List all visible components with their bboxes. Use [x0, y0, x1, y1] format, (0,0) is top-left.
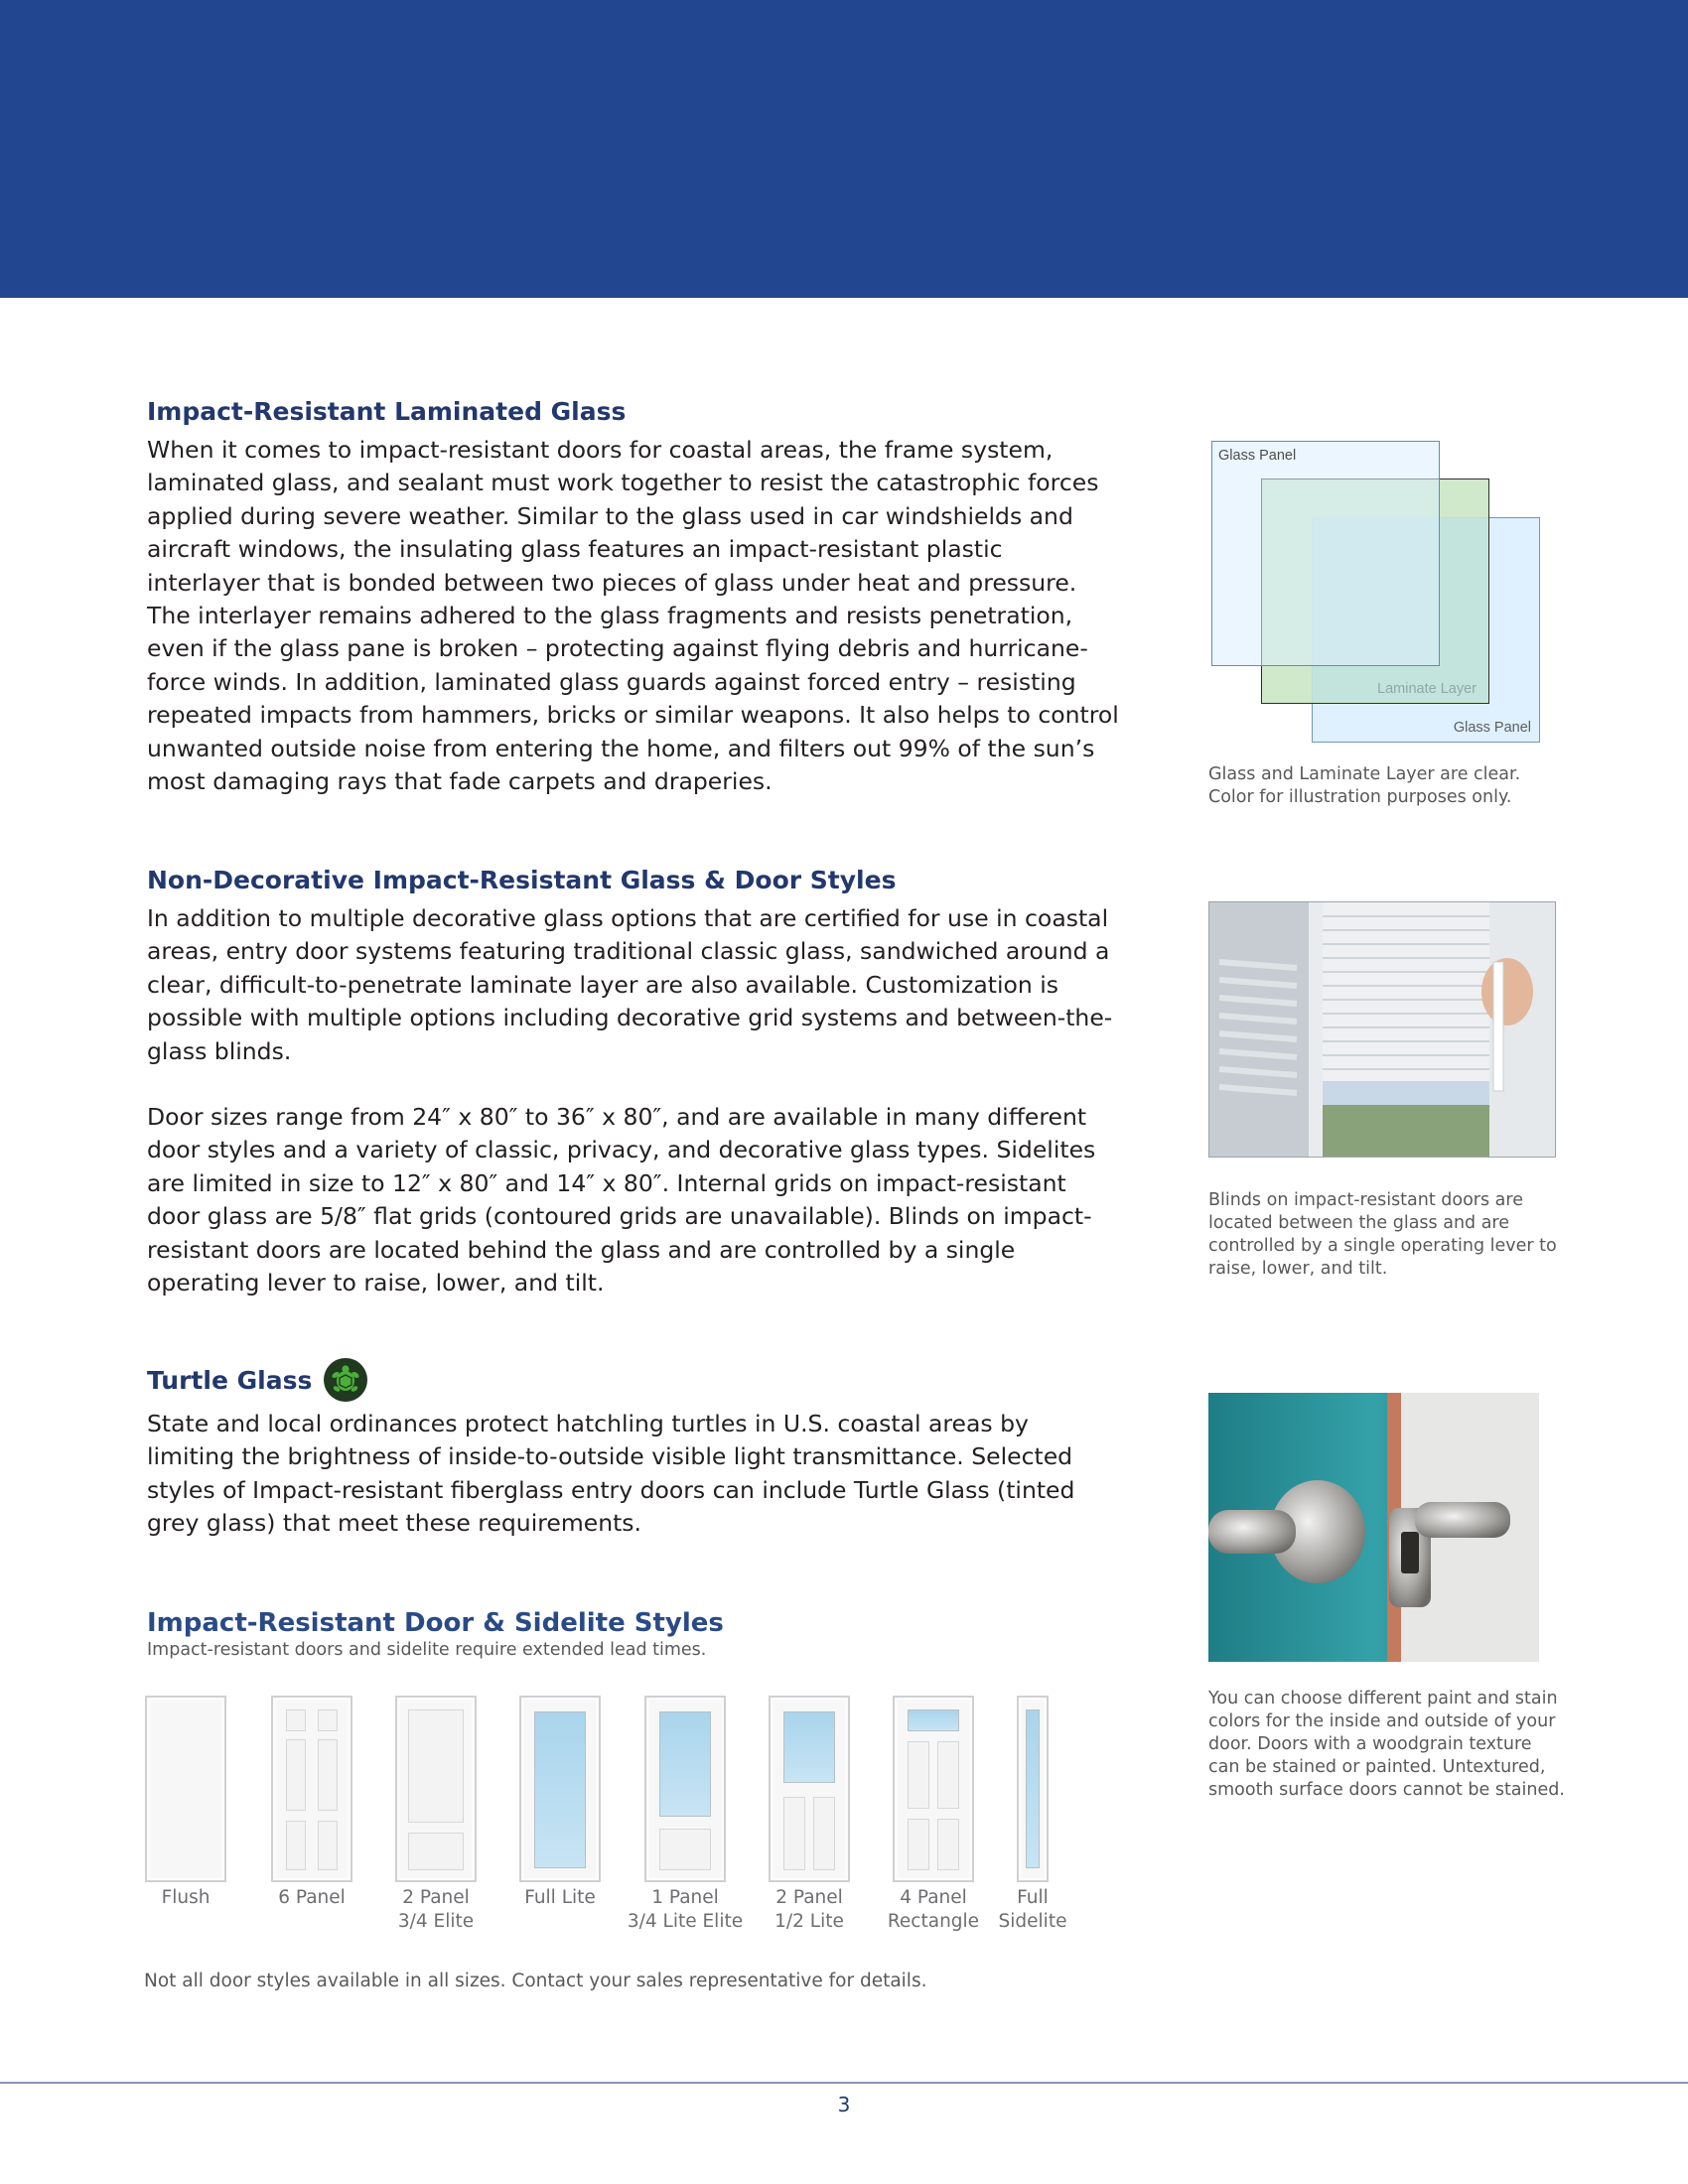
door-style-6-panel	[271, 1696, 352, 1908]
section-body: State and local ordinances protect hatchling turtles in U.S. coastal areas by limiting the brightness of inside-to-outside visible light transmittance. Selected styles of Impact-resistant fiberglass entry doors can include Turtle Glass (tinted grey glass) that meet these requirements.	[147, 1410, 1075, 1538]
door-label: Flush	[161, 1887, 211, 1908]
door-label: 2 Panel 1/2 Lite	[774, 1887, 844, 1932]
section-body-2: Door sizes range from 24″ x 80″ to 36″ x 80″, and are available in many different door styles and a variety of classic, privacy, and decorative glass types. Sidelites are limited in size to 12″ x 80″ and 14″ x 80″. Internal grids on impact-resistant door glass are 5/8″ flat grids (contoured grids are unavailable). Blinds on impact-resistant doors are located behind the glass and are controlled by a single operating lever to raise, lower, and tilt.	[147, 1103, 1096, 1297]
glass-panel-back: Glass Panel	[1312, 517, 1540, 743]
door-illustration	[893, 1696, 974, 1882]
door-style-flush	[145, 1696, 226, 1908]
availability-note: Not all door styles available in all sizes. Contact your sales representative for details.	[144, 1971, 927, 1991]
section-body: When it comes to impact-resistant doors for coastal areas, the frame system, laminated glass, and sealant must work together to resist the catastrophic forces applied during severe weather. Similar to the glass used in car windshields and aircraft windows, the insulating glass features an impact-resistant plastic interlayer that is bonded between two pieces of glass under heat and pressure. The interlayer remains adhered to the glass fragments and resists penetration, even if the glass pane is broken – protecting against flying debris and hurricane-force winds. In addition, laminated glass guards against forced entry – resisting repeated impacts from hammers, bricks or similar weapons. It also helps to control unwanted outside noise from entering the home, and filters out 99% of the sun’s most damaging rays that fade carpets and draperies.	[147, 436, 1119, 796]
turtle-icon	[324, 1358, 367, 1402]
door-illustration	[644, 1696, 726, 1882]
door-label: 6 Panel	[278, 1887, 346, 1908]
door-label: 4 Panel Rectangle	[887, 1887, 980, 1932]
door-style-full-lite	[519, 1696, 601, 1908]
door-label: Full Sidelite	[998, 1887, 1067, 1932]
header-banner	[0, 0, 1688, 298]
section-body-1: In addition to multiple decorative glass options that are certified for use in coastal areas, entry door systems featuring traditional classic glass, sandwiched around a clear, difficult-to-penetrate laminate layer are also available. Customization is possible with multiple options including decorative grid systems and between-the-glass blinds.	[147, 904, 1113, 1065]
section-title: Impact-Resistant Laminated Glass	[147, 397, 627, 426]
door-illustration	[271, 1696, 352, 1882]
section-turtle-glass	[147, 1358, 1120, 1541]
diagram-caption: Glass and Laminate Layer are clear. Color for illustration purposes only.	[1208, 764, 1521, 807]
page-number: 3	[837, 2093, 851, 2116]
door-styles-row	[145, 1696, 1118, 1934]
section-laminated-glass	[147, 397, 1120, 798]
door-label: Full Lite	[524, 1887, 596, 1908]
section-door-styles	[147, 1608, 1120, 1660]
section-title: Non-Decorative Impact-Resistant Glass & Door Styles	[147, 866, 897, 894]
door-hardware-caption: You can choose different paint and stain colors for the inside and outside of your door. Doors with a woodgrain texture can be stained or painted. Untextured, smooth surface doors cannot be stained.	[1208, 1689, 1565, 1800]
section-subtitle: Impact-resistant doors and sidelite require extended lead times.	[147, 1640, 707, 1660]
footer-rule	[0, 2082, 1688, 2084]
door-illustration	[145, 1696, 226, 1882]
glass-panel-front: Glass Panel	[1211, 441, 1440, 666]
section-title: Turtle Glass	[147, 1365, 313, 1395]
door-label: 1 Panel 3/4 Lite Elite	[627, 1887, 744, 1932]
door-style-full-sidelite	[998, 1696, 1067, 1932]
door-style-4-panel-rectangle	[887, 1696, 980, 1932]
door-label: 2 Panel 3/4 Elite	[397, 1887, 475, 1932]
door-style-2-panel-half-lite	[769, 1696, 850, 1932]
door-illustration	[395, 1696, 477, 1882]
door-illustration	[1017, 1696, 1049, 1882]
blinds-caption: Blinds on impact-resistant doors are located between the glass and are controlled by a single operating lever to raise, lower, and tilt.	[1208, 1190, 1557, 1279]
section-title-row	[147, 1358, 1120, 1402]
section-non-decorative	[147, 866, 1120, 1299]
door-style-1-panel-lite-elite	[627, 1696, 744, 1932]
door-hardware-photo	[1208, 1393, 1539, 1662]
door-style-2-panel-elite	[395, 1696, 477, 1932]
blinds-photo	[1208, 901, 1556, 1158]
laminated-glass-diagram	[1208, 441, 1542, 745]
door-illustration	[519, 1696, 601, 1882]
door-illustration	[769, 1696, 850, 1882]
section-title: Impact-Resistant Door & Sidelite Styles	[147, 1608, 724, 1638]
